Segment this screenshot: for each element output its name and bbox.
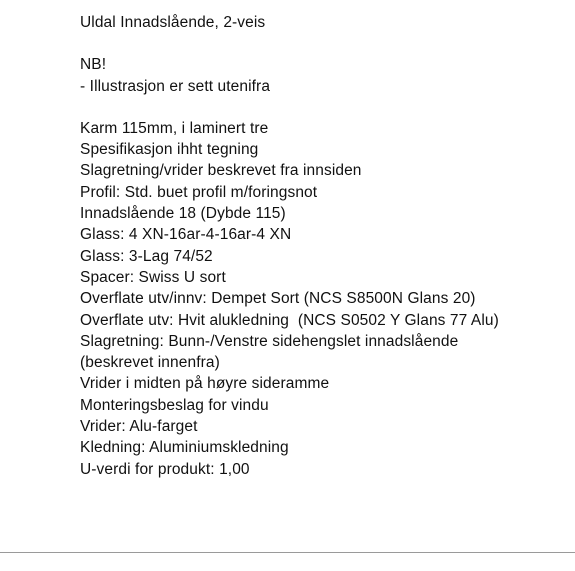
spec-line: Overflate utv: Hvit alukledning (NCS S0502 Y Glans 77 Alu) xyxy=(80,311,499,329)
spec-line: Overflate utv/innv: Dempet Sort (NCS S8500N Glans 20) xyxy=(80,290,476,308)
spec-line: Vrider: Alu-farget xyxy=(80,418,198,436)
spec-line: Glass: 3-Lag 74/52 xyxy=(80,247,213,265)
spec-line: Vrider i midten på høyre sideramme xyxy=(80,375,330,393)
spec-line: Kledning: Aluminiumskledning xyxy=(80,439,289,457)
spec-line: Glass: 4 XN-16ar-4-16ar-4 XN xyxy=(80,226,292,244)
bottom-divider xyxy=(0,552,575,553)
note-heading: NB! xyxy=(80,56,107,74)
spec-line: Slagretning/vrider beskrevet fra innsiden xyxy=(80,162,362,180)
spec-list xyxy=(80,118,530,480)
spec-line: Spacer: Swiss U sort xyxy=(80,268,226,286)
spec-line: Profil: Std. buet profil m/foringsnot xyxy=(80,183,318,201)
spec-line: Karm 115mm, i laminert tre xyxy=(80,119,269,137)
note-block xyxy=(80,54,530,97)
note-text: - Illustrasjon er sett utenifra xyxy=(80,77,271,95)
spec-line: Monteringsbeslag for vindu xyxy=(80,396,269,414)
document-title: Uldal Innadslående, 2-veis xyxy=(80,14,266,31)
spec-line: Innadslående 18 (Dybde 115) xyxy=(80,205,286,223)
spec-line: U-verdi for produkt: 1,00 xyxy=(80,460,250,478)
spec-line: Spesifikasjon ihht tegning xyxy=(80,141,259,159)
product-specification xyxy=(80,12,530,480)
spec-line: Slagretning: Bunn-/Venstre sidehengslet innadslående (beskrevet innenfra) xyxy=(80,332,463,372)
